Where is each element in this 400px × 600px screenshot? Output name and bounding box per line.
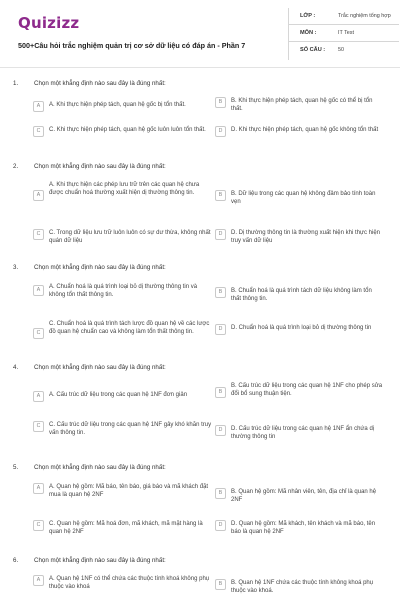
question-stem: Chọn một khẳng định nào sau đây là đúng nhất: [34, 163, 166, 170]
option-c[interactable] [33, 520, 213, 537]
meta-row-count [289, 42, 399, 59]
meta-key: SỐ CÂU : [300, 47, 326, 53]
meta-row-class [289, 8, 399, 25]
option-text: B. Quan hệ 1NF chứa các thuộc tính không khoá phụ thuộc vào khoá. [231, 580, 374, 595]
option-d[interactable] [215, 126, 383, 137]
option-c[interactable] [33, 229, 213, 246]
option-letter-badge: B [215, 190, 226, 201]
option-b[interactable] [215, 488, 383, 505]
option-d[interactable] [215, 229, 383, 246]
option-a[interactable] [33, 101, 213, 112]
option-text: A. Cấu trúc dữ liệu trong các quan hệ 1NF đơn giản [49, 392, 188, 398]
option-b[interactable] [215, 97, 383, 114]
option-b[interactable] [215, 190, 383, 207]
option-letter-badge: A [33, 483, 44, 494]
option-b[interactable] [215, 382, 383, 399]
meta-row-subject [289, 25, 399, 42]
option-text: C. Trong dữ liệu lưu trữ luôn luôn có sự dư thừa, không nhất quán dữ liệu [49, 230, 211, 245]
option-d[interactable] [215, 324, 383, 335]
option-letter-badge: B [215, 287, 226, 298]
option-letter-badge: D [215, 520, 226, 531]
option-letter-badge: D [215, 324, 226, 335]
option-letter-badge: A [33, 575, 44, 586]
option-text: C. Quan hệ gồm: Mã hoá đơn, mã khách, mã mặt hàng là quan hệ 2NF [49, 521, 203, 536]
question-number: 6. [13, 557, 19, 564]
question-number: 2. [13, 163, 19, 170]
question-number: 4. [13, 364, 19, 371]
option-letter-badge: C [33, 328, 44, 339]
option-letter-badge: C [33, 421, 44, 432]
question-stem: Chọn một khẳng định nào sau đây là đúng nhất: [34, 464, 166, 471]
option-d[interactable] [215, 520, 383, 537]
option-text: A. Chuẩn hoá là quá trình loại bỏ dị thường thông tin và không tổn thất thông tin. [49, 284, 198, 299]
option-letter-badge: B [215, 579, 226, 590]
option-b[interactable] [215, 579, 383, 596]
option-letter-badge: B [215, 387, 226, 398]
option-text: D. Cấu trúc dữ liệu trong các quan hệ 1NF ẩn chứa dị thường thông tin [231, 426, 375, 441]
option-letter-badge: B [215, 488, 226, 499]
option-letter-badge: A [33, 391, 44, 402]
option-letter-badge: A [33, 190, 44, 201]
question-number: 3. [13, 264, 19, 271]
option-text: A. Quan hệ gồm: Mã báo, tên báo, giá báo và mã khách đặt mua là quan hệ 2NF [49, 484, 209, 499]
option-letter-badge: D [215, 126, 226, 137]
option-text: C. Khi thực hiện phép tách, quan hệ gốc luôn luôn tổn thất. [49, 127, 206, 133]
option-c[interactable] [33, 126, 213, 137]
question-number: 5. [13, 464, 19, 471]
option-letter-badge: A [33, 101, 44, 112]
option-text: A. Khi thực hiện các phép lưu trữ trên các quan hệ chưa được chuẩn hoá thường xuất hiện dị thường thông tin. [49, 182, 200, 197]
option-c[interactable] [33, 320, 213, 339]
option-d[interactable] [215, 425, 383, 442]
question-stem: Chọn một khẳng định nào sau đây là đúng nhất: [34, 80, 166, 87]
meta-value: 50 [338, 47, 344, 53]
option-text: D. Dị thường thông tin là thường xuất hiện khi thực hiện truy vấn dữ liệu [231, 230, 381, 245]
option-text: C. Cấu trúc dữ liệu trong các quan hệ 1NF gây khó khăn truy vấn thông tin. [49, 422, 212, 437]
question-stem: Chọn một khẳng định nào sau đây là đúng nhất: [34, 264, 166, 271]
question-number: 1. [13, 80, 19, 87]
option-a[interactable] [33, 575, 213, 592]
option-letter-badge: C [33, 126, 44, 137]
option-a[interactable] [33, 483, 213, 500]
option-text: B. Khi thực hiện phép tách, quan hệ gốc có thể bị tổn thất. [231, 98, 373, 113]
meta-value: Trắc nghiệm tổng hợp [338, 13, 391, 19]
option-letter-badge: C [33, 520, 44, 531]
question-stem: Chọn một khẳng định nào sau đây là đúng nhất: [34, 557, 166, 564]
option-letter-badge: D [215, 425, 226, 436]
option-c[interactable] [33, 421, 213, 438]
option-text: C. Chuẩn hoá là quá trình tách lược đồ quan hệ về các lược đồ quan hệ chuẩn cao và không làm tổn thất thông tin. [49, 321, 210, 336]
option-letter-badge: C [33, 229, 44, 240]
document-header [12, 8, 391, 60]
option-letter-badge: D [215, 229, 226, 240]
option-text: B. Dữ liệu trong các quan hệ không đảm bảo tính toàn vẹn [231, 191, 376, 206]
option-text: B. Chuẩn hoá là quá trình tách dữ liệu không làm tổn thất thông tin. [231, 288, 372, 303]
option-b[interactable] [215, 287, 383, 304]
option-text: D. Khi thực hiện phép tách, quan hệ gốc không tổn thất [231, 127, 379, 133]
option-letter-badge: B [215, 97, 226, 108]
option-letter-badge: A [33, 285, 44, 296]
meta-table [288, 8, 398, 60]
option-text: A. Khi thực hiện phép tách, quan hệ gốc bị tổn thất. [49, 102, 186, 108]
option-a[interactable] [33, 181, 213, 201]
question-stem: Chọn một khẳng định nào sau đây là đúng nhất: [34, 364, 166, 371]
meta-key: LỚP : [300, 13, 316, 19]
option-text: D. Quan hệ gồm: Mã khách, tên khách và mã báo, tên báo là quan hệ 2NF [231, 521, 376, 536]
option-text: D. Chuẩn hoá là quá trình loại bỏ dị thường thông tin [231, 325, 372, 331]
option-text: A. Quan hệ 1NF có thể chứa các thuộc tính khoá không phụ thuộc vào khoá [49, 576, 210, 591]
option-text: B. Cấu trúc dữ liệu trong các quan hệ 1NF cho phép sửa đổi bổ sung thuận tiện. [231, 383, 383, 398]
option-a[interactable] [33, 283, 213, 300]
meta-value: IT Test [338, 30, 354, 36]
meta-key: MÔN : [300, 30, 317, 36]
option-text: B. Quan hệ gồm: Mã nhân viên, tên, địa chỉ là quan hệ 2NF [231, 489, 377, 504]
document-title: 500+Câu hỏi trắc nghiệm quản trị cơ sở dữ liệu có đáp án - Phần 7 [18, 41, 246, 50]
quizizz-logo: Quizizz [18, 14, 80, 32]
header-divider [0, 67, 400, 68]
option-a[interactable] [33, 391, 213, 402]
